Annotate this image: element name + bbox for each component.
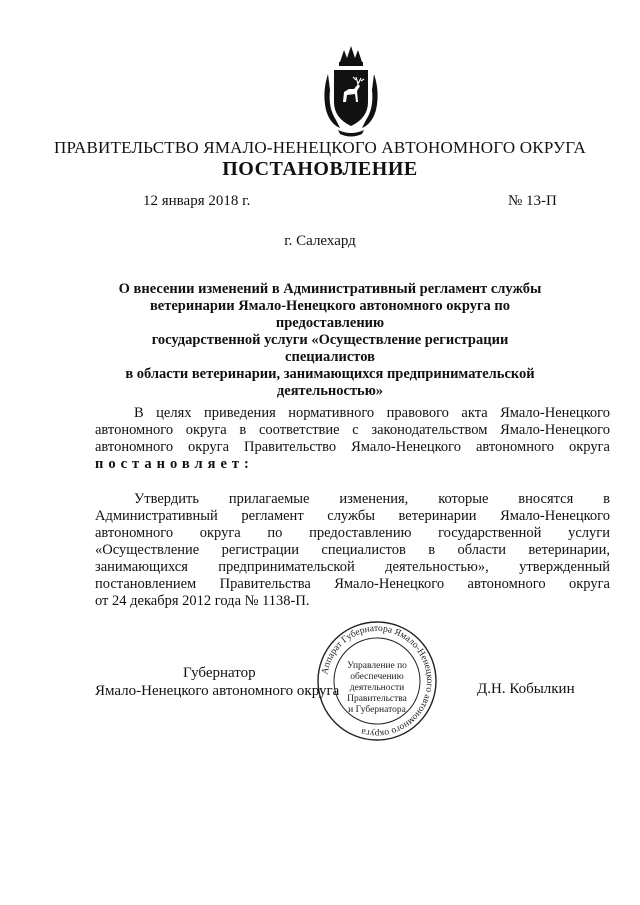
body-line: автономного округа в соответствие с законодательством Ямало-Ненецкого [95, 422, 610, 438]
title-line: ветеринарии Ямало-Ненецкого автономного округа по предоставлению [149, 298, 511, 331]
resolution-paragraph [95, 491, 610, 610]
body-line: автономного округа по предоставлению государственной услуги [95, 525, 610, 541]
document-title [108, 281, 552, 400]
signer-organization: Ямало-Ненецкого автономного округа [95, 683, 340, 699]
document-number: № 13-П [508, 193, 557, 209]
document-type: ПОСТАНОВЛЕНИЕ [222, 158, 418, 180]
title-line: в области ветеринарии, занимающихся предпринимательской [125, 366, 535, 382]
stamp-line: деятельности [349, 683, 405, 693]
title-line: государственной услуги «Осуществление регистрации специалистов [151, 332, 509, 365]
stamp-line: Правительства [347, 694, 407, 704]
document-date: 12 января 2018 г. [143, 193, 251, 209]
body-line: автономного округа Правительство Ямало-Ненецкого автономного округа [95, 439, 610, 455]
stamp-line: Управление по [347, 661, 407, 671]
body-line: Утвердить прилагаемые изменения, которые вносятся в [134, 491, 610, 507]
document-city: г. Салехард [284, 233, 356, 249]
stamp-line: и Губернатора [348, 705, 406, 715]
body-line: «Осуществление регистрации специалистов в области ветеринарии, [95, 542, 610, 558]
title-line: деятельностью» [276, 383, 384, 399]
body-line: от 24 декабря 2012 года № 1138-П. [95, 593, 310, 609]
preamble-paragraph [95, 405, 610, 473]
stamp-line: обеспечению [350, 672, 404, 682]
body-line: занимающихся предпринимательской деятельностью», утвержденный [95, 559, 610, 575]
body-line: постановлением Правительства Ямало-Ненецкого автономного округа [95, 576, 610, 592]
government-name: ПРАВИТЕЛЬСТВО ЯМАЛО-НЕНЕЦКОГО АВТОНОМНОГО ОКРУГА [54, 138, 586, 157]
stamp-ring-text: Аппарат Губернатора Ямало-Ненецкого автономного округа [320, 623, 435, 739]
body-line: Административный регламент службы ветеринарии Ямало-Ненецкого [95, 508, 610, 524]
signer-title: Губернатор [183, 665, 256, 681]
title-line: О внесении изменений в Административный регламент службы [118, 281, 542, 297]
resolution-verb: постановляет: [95, 456, 254, 472]
body-line: В целях приведения нормативного правового акта Ямало-Ненецкого [134, 405, 610, 421]
signer-name: Д.Н. Кобылкин [477, 681, 575, 697]
coat-of-arms-emblem [316, 44, 386, 140]
